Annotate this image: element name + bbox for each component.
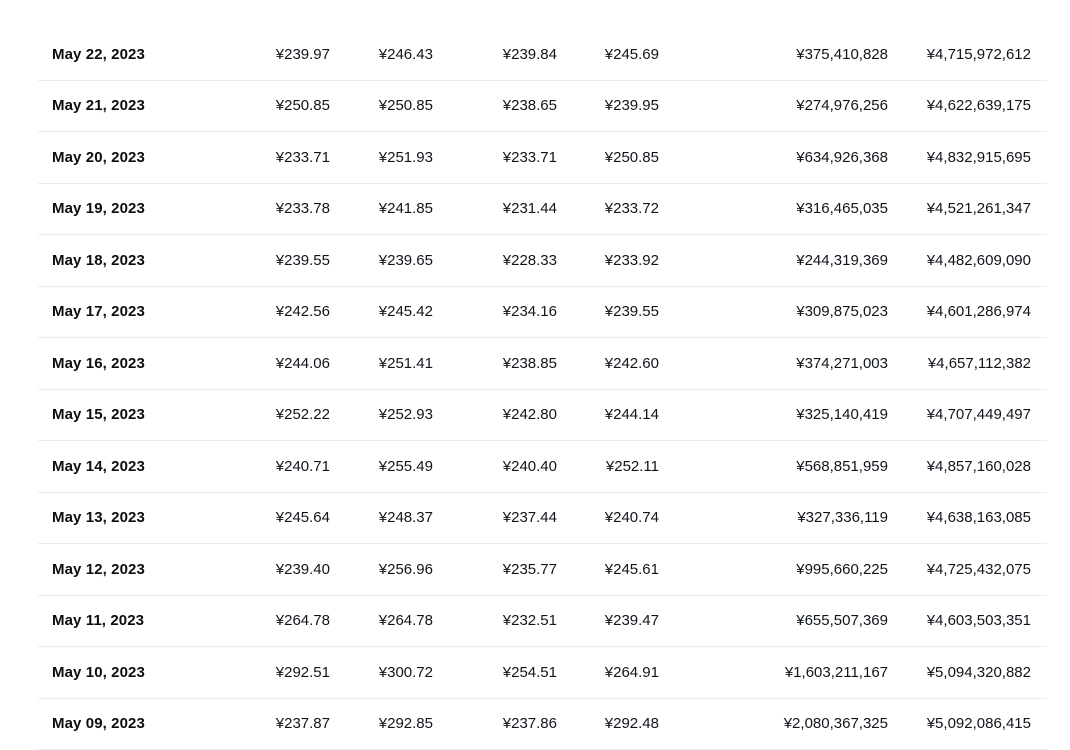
date-cell: May 14, 2023 — [38, 458, 198, 475]
volume-cell: ¥374,271,003 — [675, 355, 904, 372]
high-cell: ¥248.37 — [346, 509, 449, 526]
open-cell: ¥264.78 — [198, 612, 346, 629]
high-cell: ¥239.65 — [346, 252, 449, 269]
date-cell: May 18, 2023 — [38, 252, 198, 269]
open-cell: ¥233.71 — [198, 149, 346, 166]
date-cell: May 22, 2023 — [38, 46, 198, 63]
market-cap-cell: ¥4,622,639,175 — [904, 97, 1047, 114]
close-cell: ¥233.92 — [573, 252, 675, 269]
high-cell: ¥251.93 — [346, 149, 449, 166]
high-cell: ¥245.42 — [346, 303, 449, 320]
date-cell: May 11, 2023 — [38, 612, 198, 629]
low-cell: ¥238.85 — [449, 355, 573, 372]
close-cell: ¥252.11 — [573, 458, 675, 475]
market-cap-cell: ¥4,638,163,085 — [904, 509, 1047, 526]
close-cell: ¥240.74 — [573, 509, 675, 526]
date-cell: May 09, 2023 — [38, 715, 198, 732]
low-cell: ¥237.86 — [449, 715, 573, 732]
volume-cell: ¥325,140,419 — [675, 406, 904, 423]
volume-cell: ¥244,319,369 — [675, 252, 904, 269]
table-row — [38, 544, 1047, 596]
open-cell: ¥250.85 — [198, 97, 346, 114]
table-row — [38, 647, 1047, 699]
open-cell: ¥240.71 — [198, 458, 346, 475]
high-cell: ¥264.78 — [346, 612, 449, 629]
close-cell: ¥239.95 — [573, 97, 675, 114]
open-cell: ¥233.78 — [198, 200, 346, 217]
low-cell: ¥240.40 — [449, 458, 573, 475]
low-cell: ¥228.33 — [449, 252, 573, 269]
high-cell: ¥255.49 — [346, 458, 449, 475]
volume-cell: ¥568,851,959 — [675, 458, 904, 475]
table-row — [38, 596, 1047, 648]
date-cell: May 13, 2023 — [38, 509, 198, 526]
high-cell: ¥250.85 — [346, 97, 449, 114]
open-cell: ¥239.97 — [198, 46, 346, 63]
volume-cell: ¥655,507,369 — [675, 612, 904, 629]
low-cell: ¥242.80 — [449, 406, 573, 423]
market-cap-cell: ¥4,657,112,382 — [904, 355, 1047, 372]
open-cell: ¥242.56 — [198, 303, 346, 320]
low-cell: ¥235.77 — [449, 561, 573, 578]
table-row — [38, 132, 1047, 184]
price-history-table — [38, 29, 1047, 720]
close-cell: ¥244.14 — [573, 406, 675, 423]
volume-cell: ¥1,603,211,167 — [675, 664, 904, 681]
low-cell: ¥254.51 — [449, 664, 573, 681]
high-cell: ¥246.43 — [346, 46, 449, 63]
table-row — [38, 390, 1047, 442]
market-cap-cell: ¥4,725,432,075 — [904, 561, 1047, 578]
open-cell: ¥239.55 — [198, 252, 346, 269]
market-cap-cell: ¥4,857,160,028 — [904, 458, 1047, 475]
table-row — [38, 235, 1047, 287]
table-row — [38, 493, 1047, 545]
low-cell: ¥238.65 — [449, 97, 573, 114]
volume-cell: ¥995,660,225 — [675, 561, 904, 578]
low-cell: ¥233.71 — [449, 149, 573, 166]
market-cap-cell: ¥5,092,086,415 — [904, 715, 1047, 732]
table-row — [38, 699, 1047, 750]
table-row — [38, 441, 1047, 493]
low-cell: ¥232.51 — [449, 612, 573, 629]
close-cell: ¥245.61 — [573, 561, 675, 578]
market-cap-cell: ¥4,603,503,351 — [904, 612, 1047, 629]
close-cell: ¥245.69 — [573, 46, 675, 63]
high-cell: ¥256.96 — [346, 561, 449, 578]
date-cell: May 16, 2023 — [38, 355, 198, 372]
high-cell: ¥252.93 — [346, 406, 449, 423]
low-cell: ¥239.84 — [449, 46, 573, 63]
volume-cell: ¥375,410,828 — [675, 46, 904, 63]
date-cell: May 20, 2023 — [38, 149, 198, 166]
high-cell: ¥292.85 — [346, 715, 449, 732]
low-cell: ¥231.44 — [449, 200, 573, 217]
market-cap-cell: ¥4,482,609,090 — [904, 252, 1047, 269]
high-cell: ¥241.85 — [346, 200, 449, 217]
close-cell: ¥233.72 — [573, 200, 675, 217]
date-cell: May 19, 2023 — [38, 200, 198, 217]
date-cell: May 15, 2023 — [38, 406, 198, 423]
close-cell: ¥242.60 — [573, 355, 675, 372]
market-cap-cell: ¥4,715,972,612 — [904, 46, 1047, 63]
volume-cell: ¥309,875,023 — [675, 303, 904, 320]
date-cell: May 10, 2023 — [38, 664, 198, 681]
table-row — [38, 184, 1047, 236]
volume-cell: ¥327,336,119 — [675, 509, 904, 526]
market-cap-cell: ¥4,521,261,347 — [904, 200, 1047, 217]
market-cap-cell: ¥4,707,449,497 — [904, 406, 1047, 423]
open-cell: ¥292.51 — [198, 664, 346, 681]
close-cell: ¥239.47 — [573, 612, 675, 629]
open-cell: ¥245.64 — [198, 509, 346, 526]
date-cell: May 17, 2023 — [38, 303, 198, 320]
low-cell: ¥237.44 — [449, 509, 573, 526]
market-cap-cell: ¥5,094,320,882 — [904, 664, 1047, 681]
volume-cell: ¥2,080,367,325 — [675, 715, 904, 732]
table-row — [38, 29, 1047, 81]
close-cell: ¥292.48 — [573, 715, 675, 732]
table-row — [38, 81, 1047, 133]
table-row — [38, 338, 1047, 390]
open-cell: ¥252.22 — [198, 406, 346, 423]
volume-cell: ¥316,465,035 — [675, 200, 904, 217]
open-cell: ¥244.06 — [198, 355, 346, 372]
open-cell: ¥237.87 — [198, 715, 346, 732]
high-cell: ¥251.41 — [346, 355, 449, 372]
market-cap-cell: ¥4,601,286,974 — [904, 303, 1047, 320]
low-cell: ¥234.16 — [449, 303, 573, 320]
high-cell: ¥300.72 — [346, 664, 449, 681]
date-cell: May 21, 2023 — [38, 97, 198, 114]
volume-cell: ¥634,926,368 — [675, 149, 904, 166]
close-cell: ¥239.55 — [573, 303, 675, 320]
table-row — [38, 287, 1047, 339]
open-cell: ¥239.40 — [198, 561, 346, 578]
close-cell: ¥250.85 — [573, 149, 675, 166]
close-cell: ¥264.91 — [573, 664, 675, 681]
volume-cell: ¥274,976,256 — [675, 97, 904, 114]
market-cap-cell: ¥4,832,915,695 — [904, 149, 1047, 166]
date-cell: May 12, 2023 — [38, 561, 198, 578]
